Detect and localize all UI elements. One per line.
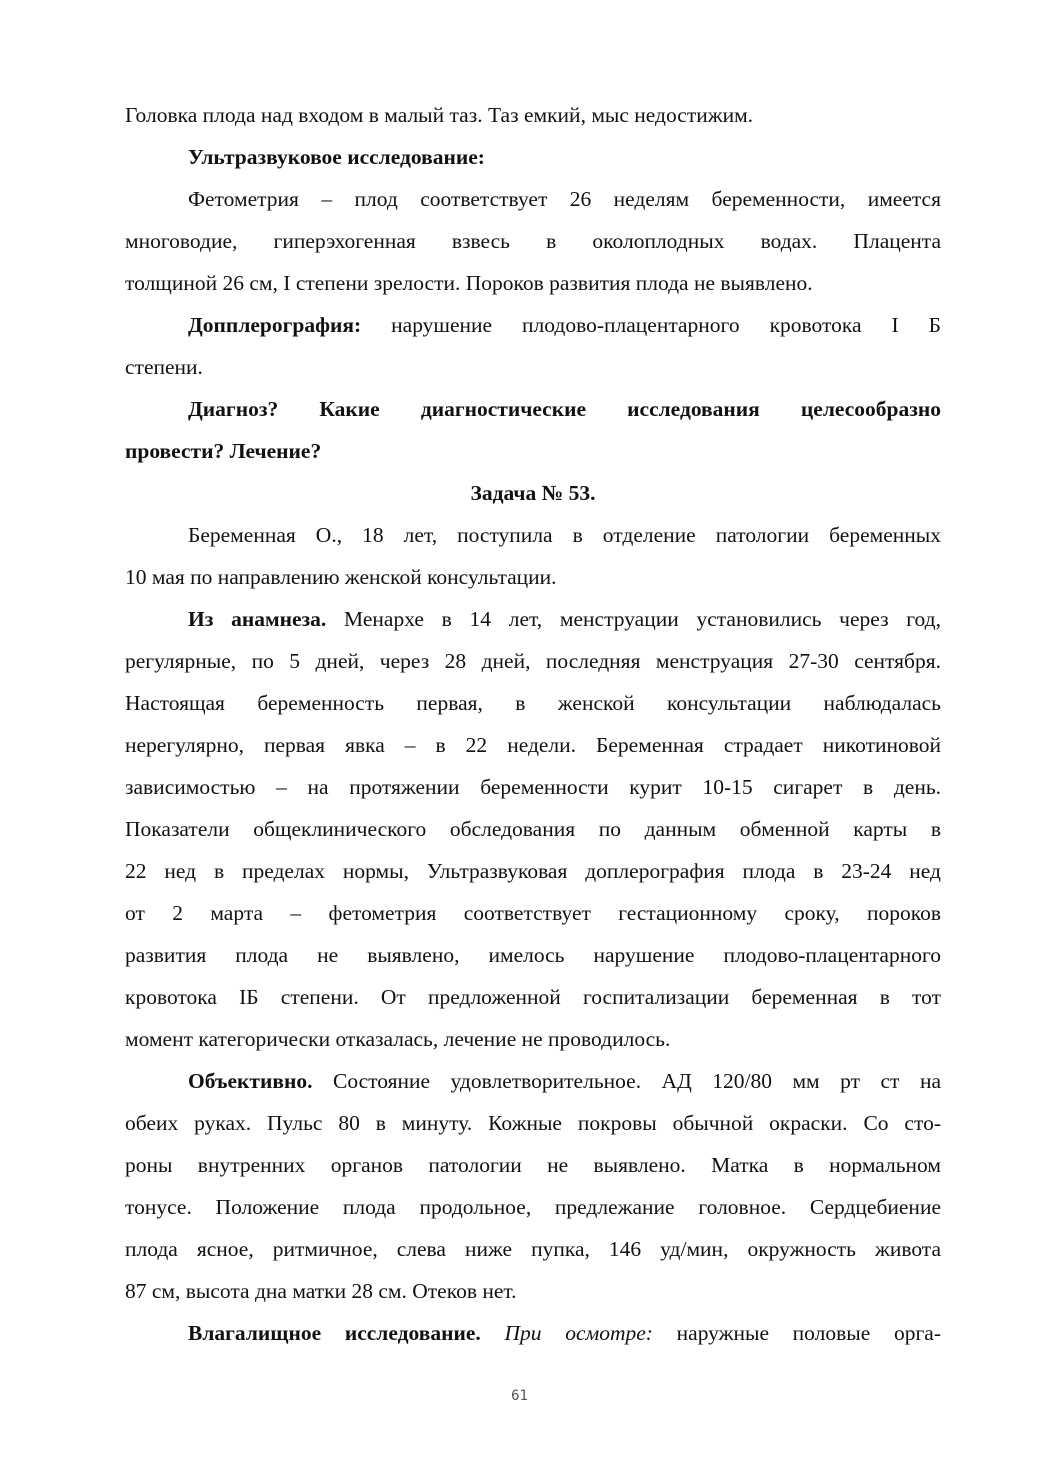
text-segment: обеих руках. Пульс 80 в минуту. Кожные покровы обычной окраски. Со сто- (125, 1111, 941, 1135)
text-segment: развития плода не выявлено, имелось нарушение плодово-плацентарного (125, 943, 941, 967)
text-line (125, 346, 941, 388)
text-line (125, 1186, 941, 1228)
text-segment: Беременная О., 18 лет, поступила в отделение патологии беременных (188, 523, 941, 547)
text-line (125, 1270, 941, 1312)
text-segment: зависимостью – на протяжении беременности курит 10-15 сигарет в день. (125, 775, 941, 799)
text-line (125, 220, 941, 262)
text-line (125, 472, 941, 514)
text-line (125, 1102, 941, 1144)
text-line (125, 682, 941, 724)
bold-text: Допплерография: (188, 313, 362, 337)
text-line (125, 598, 941, 640)
text-segment: 10 мая по направлению женской консультации. (125, 565, 557, 589)
text-segment: Показатели общеклинического обследования по данным обменной карты в (125, 817, 941, 841)
text-segment: регулярные, по 5 дней, через 28 дней, последняя менструация 27-30 сентября. (125, 649, 941, 673)
text-line (125, 1144, 941, 1186)
text-line (125, 1018, 941, 1060)
text-segment: Головка плода над входом в малый таз. Таз емкий, мыс недостижим. (125, 103, 754, 127)
text-line (125, 94, 941, 136)
text-segment: степени. (125, 355, 203, 379)
text-line (125, 262, 941, 304)
document-body (125, 94, 941, 1354)
page-number: 61 (511, 1388, 528, 1404)
text-line (125, 304, 941, 346)
text-segment: роны внутренних органов патологии не выявлено. Матка в нормальном (125, 1153, 941, 1177)
text-line (125, 808, 941, 850)
text-line (125, 1060, 941, 1102)
text-line (125, 976, 941, 1018)
text-line (125, 136, 941, 178)
text-segment: Настоящая беременность первая, в женской консультации наблюдалась (125, 691, 941, 715)
text-line (125, 850, 941, 892)
text-line (125, 556, 941, 598)
text-segment: 22 нед в пределах нормы, Ультразвуковая доплерография плода в 23-24 нед (125, 859, 941, 883)
bold-text: провести? Лечение? (125, 439, 322, 463)
text-segment: плода ясное, ритмичное, слева ниже пупка, 146 уд/мин, окружность живота (125, 1237, 941, 1261)
bold-text: Задача № 53. (470, 481, 596, 505)
text-segment (481, 1321, 505, 1345)
text-line (125, 724, 941, 766)
text-line (125, 178, 941, 220)
text-line (125, 388, 941, 430)
text-segment: нерегулярно, первая явка – в 22 недели. Беременная страдает никотиновой (125, 733, 941, 757)
text-segment: Фетометрия – плод соответствует 26 неделям беременности, имеется (188, 187, 941, 211)
text-segment: Состояние удовлетворительное. АД 120/80 мм рт ст на (312, 1069, 941, 1093)
text-segment: 87 см, высота дна матки 28 см. Отеков нет. (125, 1279, 517, 1303)
text-segment: толщиной 26 см, I степени зрелости. Пороков развития плода не выявлено. (125, 271, 813, 295)
bold-text: Из анамнеза. (188, 607, 327, 631)
text-segment: момент категорически отказалась, лечение не проводилось. (125, 1027, 671, 1051)
text-segment: наружные половые орга- (652, 1321, 941, 1345)
text-line (125, 766, 941, 808)
text-line (125, 934, 941, 976)
text-line (125, 640, 941, 682)
italic-text: При осмотре: (504, 1321, 653, 1345)
text-line (125, 1228, 941, 1270)
text-segment: от 2 марта – фетометрия соответствует гестационному сроку, пороков (125, 901, 941, 925)
text-segment: многоводие, гиперэхогенная взвесь в околоплодных водах. Плацента (125, 229, 941, 253)
text-line (125, 892, 941, 934)
text-segment: нарушение плодово-плацентарного кровотока I Б (361, 313, 941, 337)
bold-text: Диагноз? Какие диагностические исследования целесообразно (188, 397, 941, 421)
text-line (125, 1312, 941, 1354)
text-line (125, 514, 941, 556)
text-segment: Менархе в 14 лет, менструации установились через год, (326, 607, 941, 631)
bold-text: Влагалищное исследование. (188, 1321, 481, 1345)
text-segment: кровотока IБ степени. От предложенной госпитализации беременная в тот (125, 985, 941, 1009)
bold-text: Ультразвуковое исследование: (188, 145, 485, 169)
text-segment: тонусе. Положение плода продольное, предлежание головное. Сердцебиение (125, 1195, 941, 1219)
text-line (125, 430, 941, 472)
bold-text: Объективно. (188, 1069, 313, 1093)
